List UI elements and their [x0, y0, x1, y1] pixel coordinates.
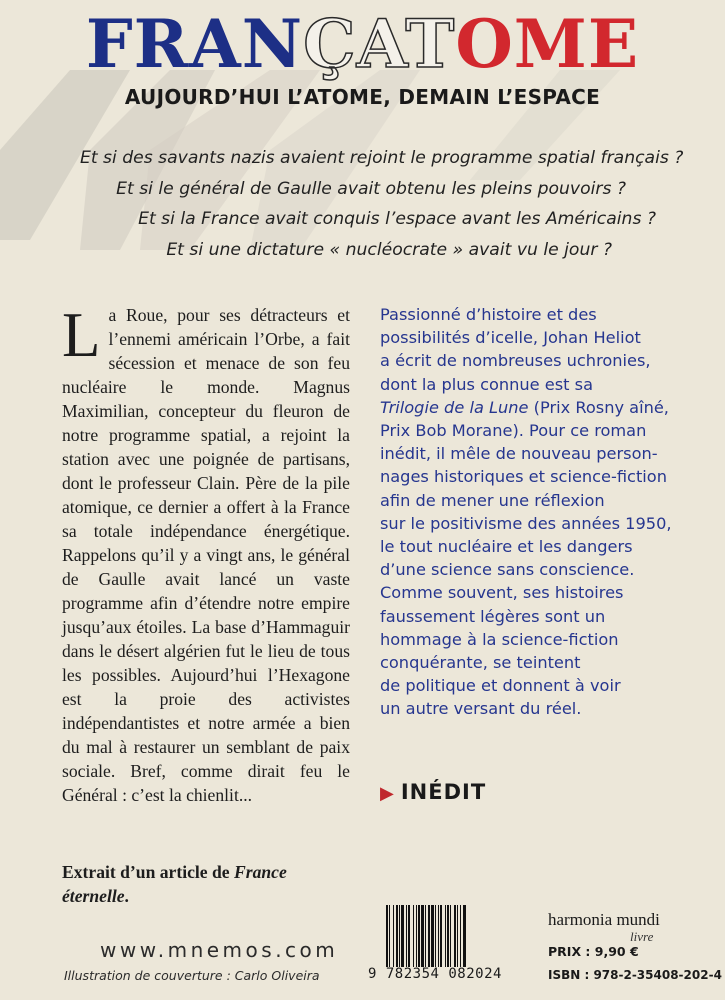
price: PRIX : 9,90 €	[548, 944, 639, 959]
title-part-1: FRAN	[85, 5, 304, 83]
question-4: Et si une dictature « nucléocrate » avait vu le jour ?	[166, 239, 612, 260]
barcode-bar	[401, 905, 404, 967]
bio-line: faussement légères sont un	[380, 606, 606, 626]
inedit-label: INÉDIT	[400, 780, 487, 804]
barcode-bar	[406, 905, 407, 967]
bio-line: dont la plus connue est sa	[380, 374, 594, 394]
excerpt-source-suffix: .	[124, 886, 129, 906]
bio-line: un autre versant du réel.	[380, 699, 582, 719]
question-2: Et si le général de Gaulle avait obtenu les pleins pouvoirs ?	[116, 178, 626, 199]
bio-line-trilogy	[380, 396, 710, 419]
barcode-bar	[416, 905, 417, 967]
barcode-bar	[457, 905, 458, 967]
isbn: ISBN : 978-2-35408-202-4	[548, 968, 722, 982]
inedit-badge	[380, 780, 486, 804]
barcode-bar	[428, 905, 430, 967]
barcode-number: 9 782354 082024	[368, 966, 502, 982]
excerpt-source	[62, 860, 352, 908]
bio-line: Prix Bob Morane). Pour ce roman	[380, 421, 647, 441]
excerpt-source-prefix: Extrait d’un article de	[62, 862, 230, 882]
play-arrow-icon: ▶	[380, 783, 395, 804]
excerpt-text	[62, 300, 350, 807]
title-part-2: ÇAT	[303, 5, 456, 83]
questions-block	[80, 143, 684, 265]
barcode-bar	[463, 905, 466, 967]
bio-line: nages historiques et science-fiction	[380, 467, 667, 487]
bio-line: possibilités d’icelle, Johan Heliot	[380, 328, 641, 348]
bio-line: hommage à la science-fiction	[380, 629, 619, 649]
bio-line: conquérante, se teintent	[380, 653, 581, 673]
trilogy-title: Trilogie de la Lune	[380, 397, 529, 417]
barcode-bar	[418, 905, 420, 967]
illustration-credit: Illustration de couverture : Carlo Oliveira	[64, 968, 320, 983]
excerpt-body: a Roue, pour ses détracteurs et l’ennemi américain l’Orbe, a fait sécession et menace de son feu nucléaire le monde. Magnus Maximilian, concepteur du fleuron de notre programme spatial, a rejoint la station avec une poignée de partisans, dont le professeur Clain. Père de la pile atomique, ce dernier a offert à la France sa totale indépendance énergétique. Rappelons qu’il y a vingt ans, le général de Gaulle avait lancé un vaste programme afin d’étendre notre empire jusqu’aux étoiles. La base d’Hammaguir dans le désert algérien fut le lieu de tous les possibles. Aujourd’hui l’Hexagone est la proie des activistes indépendantistes et notre armée a bien du mal à restaurer un semblant de paix sociale. Bref, comme dirait feu le Général : c’est la chienlit...	[62, 305, 350, 805]
brand-sub: livre	[630, 929, 654, 944]
barcode-bar	[438, 905, 439, 967]
bio-line: a écrit de nombreuses uchronies,	[380, 351, 651, 371]
drop-cap: L	[62, 300, 101, 370]
question-1: Et si des savants nazis avaient rejoint le programme spatial français ?	[80, 148, 684, 168]
barcode-bar	[393, 905, 394, 967]
bio-line: sur le positivisme des années 1950,	[380, 513, 672, 533]
publisher-url: www.mnemos.com	[100, 938, 339, 962]
bio-line: Comme souvent, ses histoires	[380, 583, 624, 603]
bio-line: Passionné d’histoire et des	[380, 305, 597, 324]
trilogy-after: (Prix Rosny aîné,	[528, 397, 669, 417]
bio-line: afin de mener une réflexion	[380, 490, 605, 510]
barcode-bar	[435, 905, 436, 967]
barcode-icon	[384, 905, 534, 967]
barcode-bar	[440, 905, 442, 967]
barcode-bar	[408, 905, 410, 967]
author-bio	[380, 303, 710, 721]
barcode-bar	[413, 905, 414, 967]
barcode-bar	[445, 905, 446, 967]
excerpt-source-title: France éternelle	[62, 862, 287, 906]
barcode-bar	[454, 905, 456, 967]
barcode-bar	[447, 905, 449, 967]
barcode-bar	[421, 905, 424, 967]
title-part-3: OME	[455, 5, 640, 83]
bio-line: inédit, il mêle de nouveau person-	[380, 444, 658, 464]
barcode-bar	[386, 905, 388, 967]
book-title	[0, 4, 725, 84]
barcode-bar	[431, 905, 434, 967]
barcode-bar	[450, 905, 451, 967]
bio-line: de politique et donnent à voir	[380, 676, 621, 696]
book-subtitle: AUJOURD’HUI L’ATOME, DEMAIN L’ESPACE	[124, 85, 601, 109]
barcode-bar	[399, 905, 400, 967]
brand-logo: harmonia mundi	[548, 910, 660, 929]
barcode-bar	[396, 905, 398, 967]
barcode-bar	[389, 905, 390, 967]
bio-line: le tout nucléaire et les dangers	[380, 537, 633, 557]
question-3: Et si la France avait conquis l’espace avant les Américains ?	[138, 209, 656, 229]
barcode-bar	[460, 905, 461, 967]
barcode-bar	[425, 905, 426, 967]
bio-line: d’une science sans conscience.	[380, 560, 635, 580]
